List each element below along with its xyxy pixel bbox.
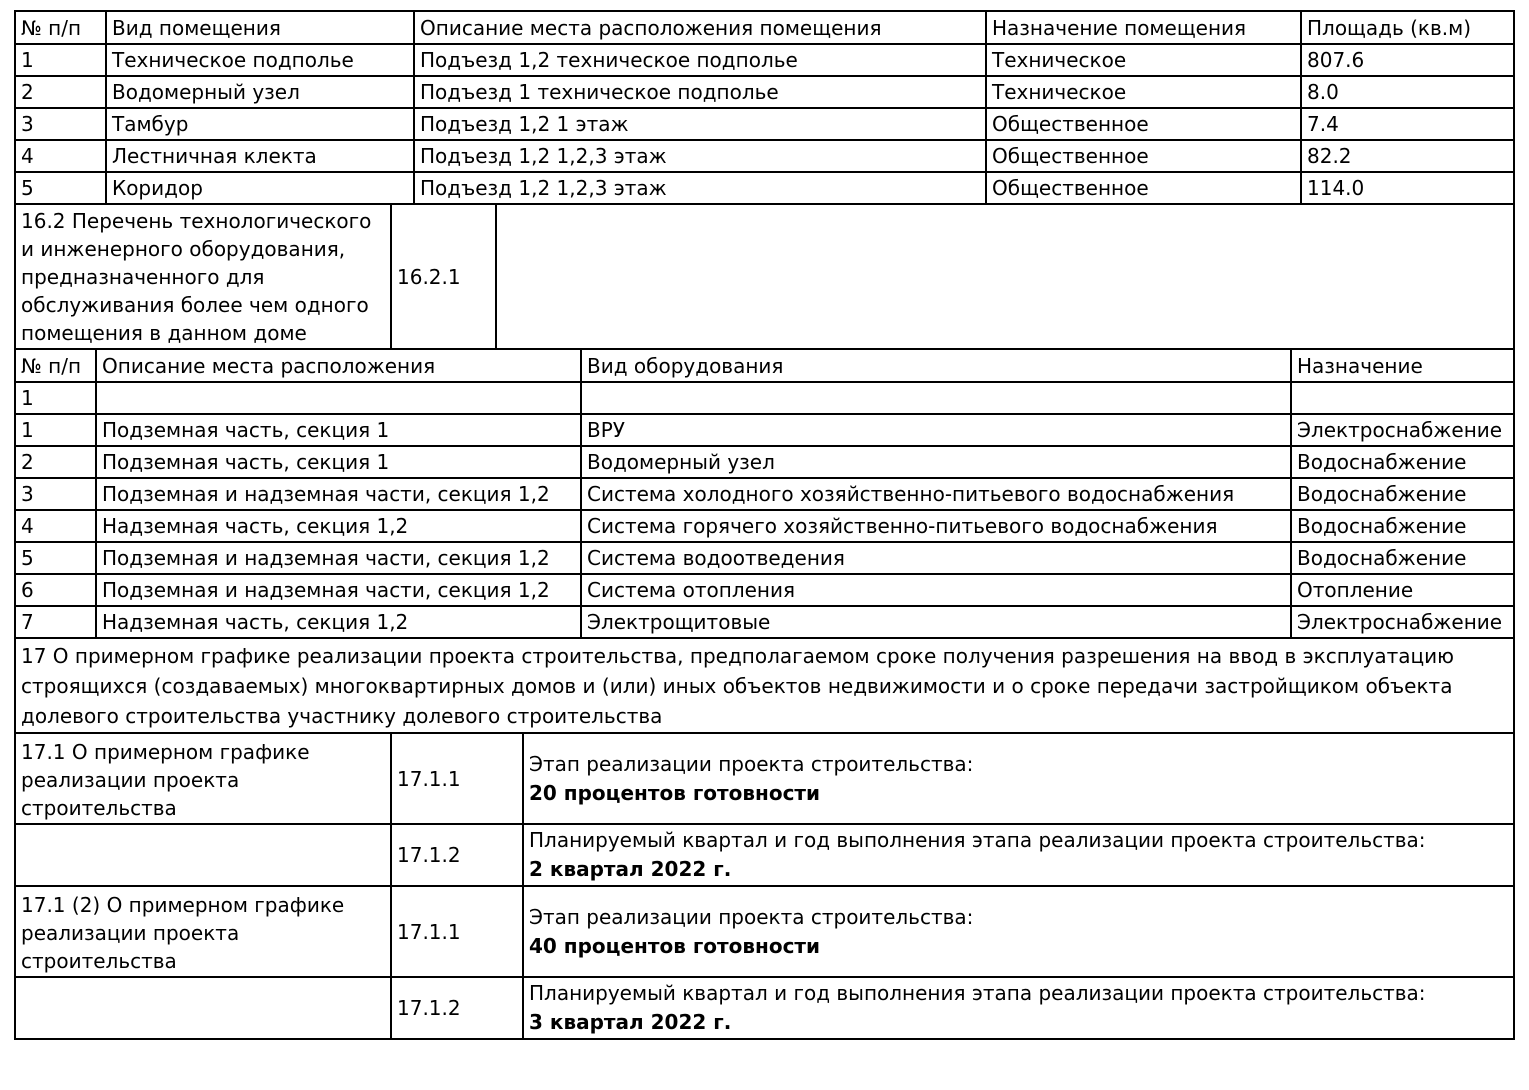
table-row [15,574,1514,606]
section-code: 16.2.1 [391,204,496,349]
section-label: 17.1 О примерном графике реализации проекта строительства [15,733,391,824]
cell: 4 [15,140,106,172]
cell: Общественное [986,172,1301,204]
cell: Подземная и надземная части, секция 1,2 [96,478,581,510]
cell: Подземная и надземная части, секция 1,2 [96,542,581,574]
cell: 4 [15,510,96,542]
table-row [15,733,1514,824]
cell: 8.0 [1301,76,1514,108]
table-header-row [15,11,1514,44]
cell: Подземная часть, секция 1 [96,446,581,478]
cell: 6 [15,574,96,606]
cell: Водоснабжение [1291,542,1514,574]
column-header: № п/п [15,349,96,382]
field-label: Этап реализации проекта строительства: [529,751,974,776]
cell: Подъезд 1,2 1,2,3 этаж [414,140,986,172]
column-header: Вид помещения [106,11,414,44]
section-code: 17.1.2 [391,977,523,1039]
cell: 2 [15,446,96,478]
field-label: Планируемый квартал и год выполнения этапа реализации проекта строительства: [529,981,1426,1005]
table-row [15,414,1514,446]
cell: Общественное [986,108,1301,140]
table-row [15,108,1514,140]
cell: Отопление [1291,574,1514,606]
column-header: Площадь (кв.м) [1301,11,1514,44]
cell: Система холодного хозяйственно-питьевого водоснабжения [581,478,1291,510]
cell: 2 [15,76,106,108]
section-heading: 17 О примерном графике реализации проекта строительства, предполагаемом сроке получения разрешения на ввод в эксплуатацию строящихся (создаваемых) многоквартирных домов и (или) иных объектов недвижимости и о сроке передачи застройщиком объекта долевого строительства участнику долевого строительства [15,638,1514,733]
table-row [15,382,1514,414]
table-row [15,446,1514,478]
cell [1291,382,1514,414]
table-row [15,542,1514,574]
cell: Водоснабжение [1291,446,1514,478]
cell: 3 [15,478,96,510]
table-row [15,76,1514,108]
cell: Подъезд 1,2 техническое подполье [414,44,986,76]
section-code: 17.1.1 [391,733,523,824]
schedule-table [14,732,1515,1040]
section-code: 17.1.1 [391,886,523,977]
column-header: Вид оборудования [581,349,1291,382]
section-label [15,977,391,1039]
cell: Электроснабжение [1291,606,1514,638]
field-value: 3 квартал 2022 г. [529,1010,732,1034]
field-label: Планируемый квартал и год выполнения этапа реализации проекта строительства: [529,828,1426,852]
cell [581,382,1291,414]
table-row [15,44,1514,76]
table-row [15,204,1514,349]
table-row [15,638,1514,733]
cell: Водомерный узел [106,76,414,108]
project-declaration-document [14,10,1513,1040]
section-code: 17.1.2 [391,824,523,886]
cell: Электроснабжение [1291,414,1514,446]
section-17-heading-block [14,637,1515,734]
common-areas-table [14,10,1515,205]
column-header: Описание места расположения помещения [414,11,986,44]
cell: Техническое подполье [106,44,414,76]
cell [523,733,1514,824]
section-16-2-block [14,203,1515,350]
column-header: Назначение [1291,349,1514,382]
table-header-row [15,349,1514,382]
cell [523,824,1514,886]
cell: Водоснабжение [1291,478,1514,510]
cell: Общественное [986,140,1301,172]
cell [523,886,1514,977]
cell: Техническое [986,76,1301,108]
cell: Подъезд 1 техническое подполье [414,76,986,108]
cell: Система горячего хозяйственно-питьевого водоснабжения [581,510,1291,542]
cell: Техническое [986,44,1301,76]
cell: Лестничная клекта [106,140,414,172]
column-header: Описание места расположения [96,349,581,382]
cell [96,382,581,414]
cell: 82.2 [1301,140,1514,172]
cell: Подъезд 1,2 1,2,3 этаж [414,172,986,204]
table-row [15,886,1514,977]
equipment-table [14,348,1515,639]
cell: Подземная и надземная части, секция 1,2 [96,574,581,606]
cell: Коридор [106,172,414,204]
cell: Система отопления [581,574,1291,606]
table-row [15,172,1514,204]
cell: Тамбур [106,108,414,140]
cell: 1 [15,414,96,446]
cell [496,204,1514,349]
cell: Водомерный узел [581,446,1291,478]
cell: Электрощитовые [581,606,1291,638]
section-label: 17.1 (2) О примерном графике реализации проекта строительства [15,886,391,977]
cell: 807.6 [1301,44,1514,76]
cell: 1 [15,44,106,76]
column-header: Назначение помещения [986,11,1301,44]
table-row [15,606,1514,638]
table-row [15,824,1514,886]
cell: 5 [15,172,106,204]
cell: 5 [15,542,96,574]
cell: 7.4 [1301,108,1514,140]
table-row [15,510,1514,542]
field-value: 2 квартал 2022 г. [529,857,732,881]
table-row [15,977,1514,1039]
field-value: 20 процентов готовности [529,780,821,805]
cell [523,977,1514,1039]
cell: 7 [15,606,96,638]
cell: Подъезд 1,2 1 этаж [414,108,986,140]
section-label: 16.2 Перечень технологического и инженерного оборудования, предназначенного для обслуживания более чем одного помещения в данном доме [15,204,391,349]
table-row [15,478,1514,510]
cell: Система водоотведения [581,542,1291,574]
cell: ВРУ [581,414,1291,446]
cell: Подземная часть, секция 1 [96,414,581,446]
cell: Надземная часть, секция 1,2 [96,606,581,638]
table-row [15,140,1514,172]
field-label: Этап реализации проекта строительства: [529,904,974,929]
section-label [15,824,391,886]
cell: 1 [15,382,96,414]
cell: 114.0 [1301,172,1514,204]
field-value: 40 процентов готовности [529,933,821,958]
cell: Надземная часть, секция 1,2 [96,510,581,542]
column-header: № п/п [15,11,106,44]
cell: Водоснабжение [1291,510,1514,542]
cell: 3 [15,108,106,140]
